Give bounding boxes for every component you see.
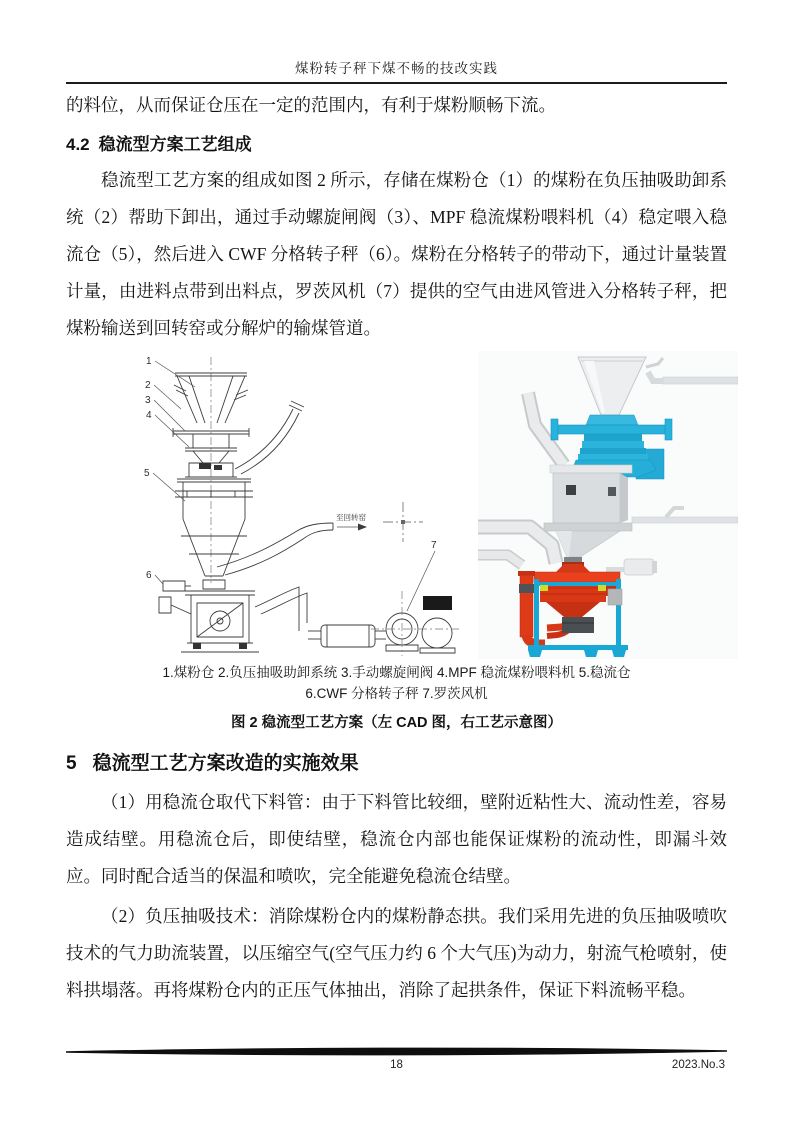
cad-pipe-destination-label: 至回转窑 [336, 513, 366, 522]
section-4-2-heading [66, 130, 727, 155]
header-rule [66, 82, 727, 84]
figure-legend-line2: 6.CWF 分格转子秤 7.罗茨风机 [305, 686, 488, 701]
render-3d-wrap [478, 351, 738, 664]
cad-callout-1: 1 [146, 356, 152, 367]
page-header [66, 0, 727, 84]
process-3d-render [478, 351, 738, 659]
cad-callout-3: 3 [145, 395, 151, 406]
page-content [66, 0, 727, 1009]
figure-caption: 图 2 稳流型工艺方案（左 CAD 图，右工艺示意图） [230, 715, 563, 731]
running-head-title: 煤粉转子秤下煤不畅的技改实践 [295, 61, 498, 76]
section-4-2-paragraph: 稳流型工艺方案的组成如图 2 所示，存储在煤粉仓（1）的煤粉在负压抽吸助卸系统（2）帮助下卸出，通过手动螺旋闸阀（3）、MPF 稳流煤粉喂料机（4）稳定喂入稳流仓（5），然后进入 CWF 分格转子秤（6）。煤粉在分格转子的带动下，通过计量装置计量，由进料点带到出料点，罗茨风机（7）提供的空气由进风管进入分格转子秤，把煤粉输送到回转窑或分解炉的输煤管道。 [66, 170, 727, 338]
section-4-2-title: 稳流型方案工艺组成 [98, 135, 252, 154]
cad-drawing-wrap [115, 351, 465, 664]
cad-callout-6: 6 [146, 570, 152, 581]
page-number: 18 [390, 1059, 403, 1071]
cad-callout-7: 7 [431, 540, 437, 551]
cad-drawing [115, 351, 465, 659]
section-5-paragraph-2: （2）负压抽吸技术：消除煤粉仓内的煤粉静态拱。我们采用先进的负压抽吸喷吹技术的气力助流装置，以压缩空气(空气压力约 6 个大气压)为动力，射流气枪喷射，使料拱塌落。再将煤粉仓内的正压气体抽出，消除了起拱条件，保证下料流畅平稳。 [66, 906, 727, 1000]
figure-2 [66, 351, 727, 732]
section-5-paragraph-1: （1）用稳流仓取代下料管：由于下料管比较细，壁附近粘性大、流动性差，容易造成结壁。用稳流仓后，即使结壁，稳流仓内部也能保证煤粉的流动性，即漏斗效应。同时配合适当的保温和喷吹，完全能避免稳流仓结壁。 [66, 792, 727, 886]
section-4-2-number: 4.2 [66, 135, 90, 154]
section-5-title: 稳流型工艺方案改造的实施效果 [92, 753, 359, 774]
intro-paragraph: 的料位，从而保证仓压在一定的范围内，有利于煤粉顺畅下流。 [66, 95, 556, 115]
section-5-number: 5 [66, 753, 77, 774]
issue-label: 2023.No.3 [671, 1059, 725, 1071]
figure-legend-line1: 1.煤粉仓 2.负压抽吸助卸系统 3.手动螺旋闸阀 4.MPF 稳流煤粉喂料机 5.稳流仓 [162, 665, 631, 680]
footer-rule-bar [66, 1047, 727, 1057]
cad-callout-5: 5 [144, 468, 150, 479]
cad-callout-2: 2 [145, 380, 151, 391]
cad-callout-4: 4 [146, 410, 152, 421]
section-5-heading [66, 748, 727, 775]
figure-2-images [66, 351, 727, 659]
page-footer [66, 1059, 727, 1077]
